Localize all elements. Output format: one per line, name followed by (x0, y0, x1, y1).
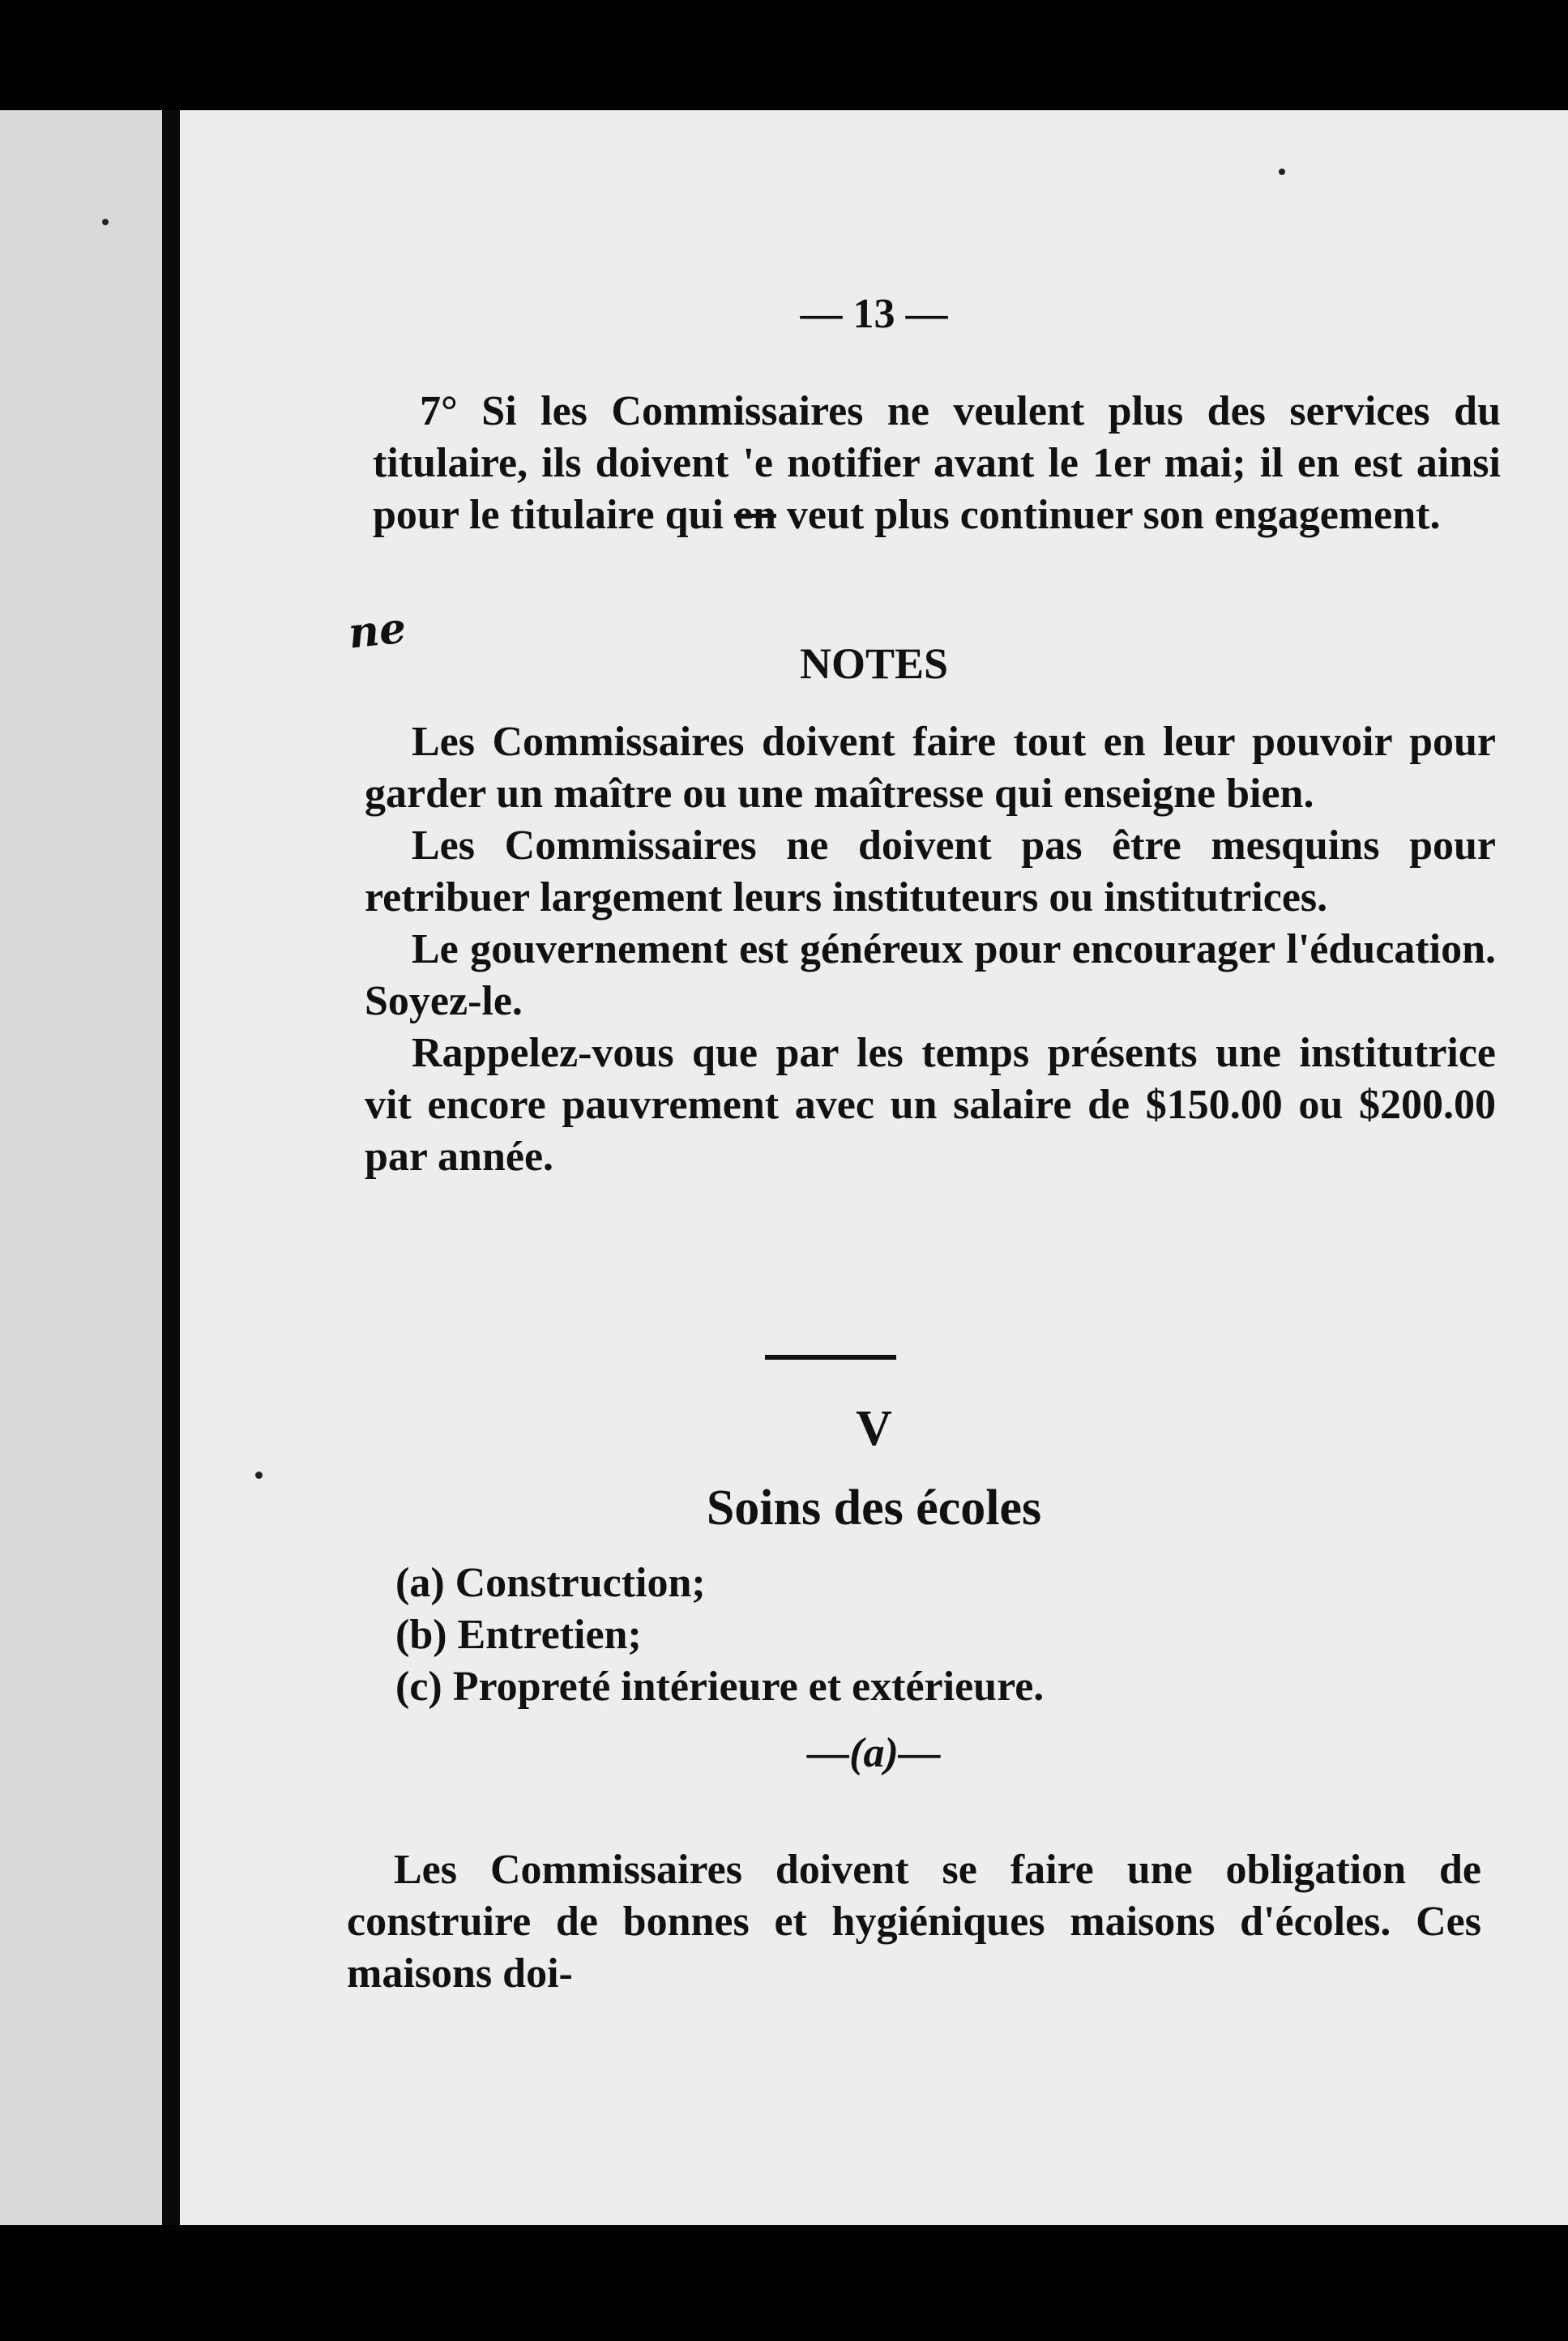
notes-paragraph: Rappelez-vous que par les temps présents une institutrice vit encore pauvrement avec un salaire de $150.00 ou $200.00 par année. (365, 1030, 1496, 1180)
paragraph-7-text-b: veut plus continuer son engagement. (775, 492, 1441, 538)
facing-page-edge (0, 110, 162, 2225)
notes-paragraph: Le gouvernement est généreux pour encourager l'éducation. Soyez-le. (365, 926, 1496, 1024)
paragraph-7 (373, 386, 1501, 541)
notes-body (365, 716, 1496, 1183)
section-list (395, 1557, 1044, 1713)
handwritten-correction: ne (346, 603, 408, 659)
struck-word: en (733, 492, 776, 538)
subsection-heading: —(a)— (807, 1730, 941, 1776)
book-spine (162, 110, 180, 2225)
notes-paragraph: Les Commissaires ne doivent pas être mesquins pour retribuer largement leurs instituteurs ou institutrices. (365, 822, 1496, 921)
book-page (180, 110, 1568, 2225)
page-speck (102, 219, 109, 225)
page-speck (255, 1472, 263, 1479)
paragraph-7-text-a: 7° Si les Commissaires ne veulent plus des services du titulaire, ils doivent 'e notifier avant le 1er mai; il en est ainsi pour le titulaire qui (373, 388, 1501, 538)
section-title: Soins des écoles (706, 1480, 1042, 1536)
list-item: (a) Construction; (395, 1560, 706, 1606)
section-numeral: V (856, 1401, 892, 1456)
section-divider (765, 1355, 896, 1360)
list-item: (c) Propreté intérieure et extérieure. (395, 1664, 1045, 1710)
notes-paragraph: Les Commissaires doivent faire tout en leur pouvoir pour garder un maître ou une maîtresse qui enseigne bien. (365, 719, 1496, 817)
list-item: (b) Entretien; (395, 1612, 642, 1658)
section-paragraph (347, 1844, 1481, 2000)
section-paragraph-text: Les Commissaires doivent se faire une obligation de construire de bonnes et hygiéniques maisons d'écoles. Ces maisons doi- (347, 1847, 1481, 1997)
notes-heading: NOTES (799, 639, 949, 688)
page-number: — 13 — (800, 291, 948, 337)
page-speck (1279, 169, 1285, 175)
